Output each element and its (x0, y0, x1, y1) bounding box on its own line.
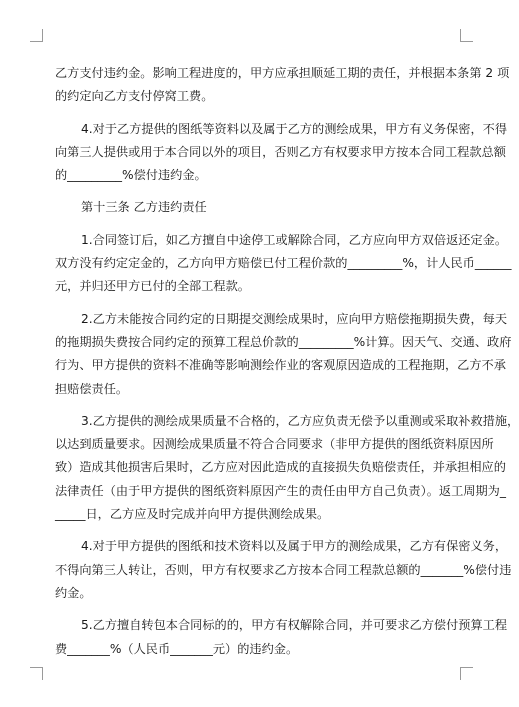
text-line: 以达到质量要求。因测绘成果质量不符合合同要求（非甲方提供的图纸资料原因所 (55, 437, 494, 452)
text-line: _____日，乙方应及时完成并向甲方提供测绘成果。 (55, 507, 330, 522)
text-line: 的_________%偿付违约金。 (55, 168, 207, 183)
text-line: 乙方支付违约金。影响工程进度的，甲方应承担顺延工期的责任，并根据本条第 2 项 (55, 66, 510, 80)
crop-mark-top-left (30, 29, 43, 42)
text-line: 4.对于甲方提供的图纸和技术资料以及属于甲方的测绘成果，乙方有保密义务， (81, 539, 508, 554)
text-line: 2.乙方未能按合同约定的日期提交测绘成果时，应向甲方赔偿拖期损失费，每天 (81, 311, 508, 326)
text-line: 3.乙方提供的测绘成果质量不合格的，乙方应负责无偿予以重测或采取补救措施， (81, 413, 519, 428)
text-line: 双方没有约定定金的，乙方向甲方赔偿已付工程价款的_________%，计人民币______ (55, 256, 512, 271)
crop-mark-bottom-right (460, 667, 473, 680)
text-line: 约金。 (55, 585, 92, 600)
text-line: 4.对于乙方提供的图纸等资料以及属于乙方的测绘成果，甲方有义务保密，不得 (81, 121, 508, 136)
text-line: 1.合同签订后，如乙方擅自中途停工或解除合同，乙方应向甲方双倍返还定金。 (81, 232, 508, 247)
text-line: 的约定向乙方支付停窝工费。 (55, 89, 214, 104)
text-line: 元，并归还甲方已付的全部工程款。 (55, 279, 250, 294)
text-line: 向第三人提供或用于本合同以外的项目，否则乙方有权要求甲方按本合同工程款总额 (55, 144, 506, 159)
text-line: 法律责任（由于甲方提供的图纸资料原因产生的责任由甲方自己负责）。返工周期为_ (55, 483, 506, 498)
section-heading: 第十三条 乙方违约责任 (81, 200, 207, 215)
text-line: 费_______%（人民币_______元）的违约金。 (55, 641, 299, 656)
crop-mark-top-right (460, 29, 473, 42)
text-line: 致）造成其他损害后果时，乙方应对因此造成的直接损失负赔偿责任，并承担相应的 (55, 460, 506, 475)
text-line: 担赔偿责任。 (55, 381, 129, 396)
text-line: 的拖期损失费按合同约定的预算工程总价款的_________%计算。因天气、交通、政府 (55, 334, 512, 349)
crop-mark-bottom-left (30, 667, 43, 680)
text-line: 行为、甲方提供的资料不准确等影响测绘作业的客观原因造成的工程拖期，乙方不承 (55, 358, 506, 373)
text-line: 不得向第三人转让，否则，甲方有权要求乙方按本合同工程款总额的_______%偿付违 (55, 562, 512, 577)
text-line: 5.乙方擅自转包本合同标的的，甲方有权解除合同，并可要求乙方偿付预算工程 (81, 618, 508, 633)
document-body (55, 62, 519, 661)
